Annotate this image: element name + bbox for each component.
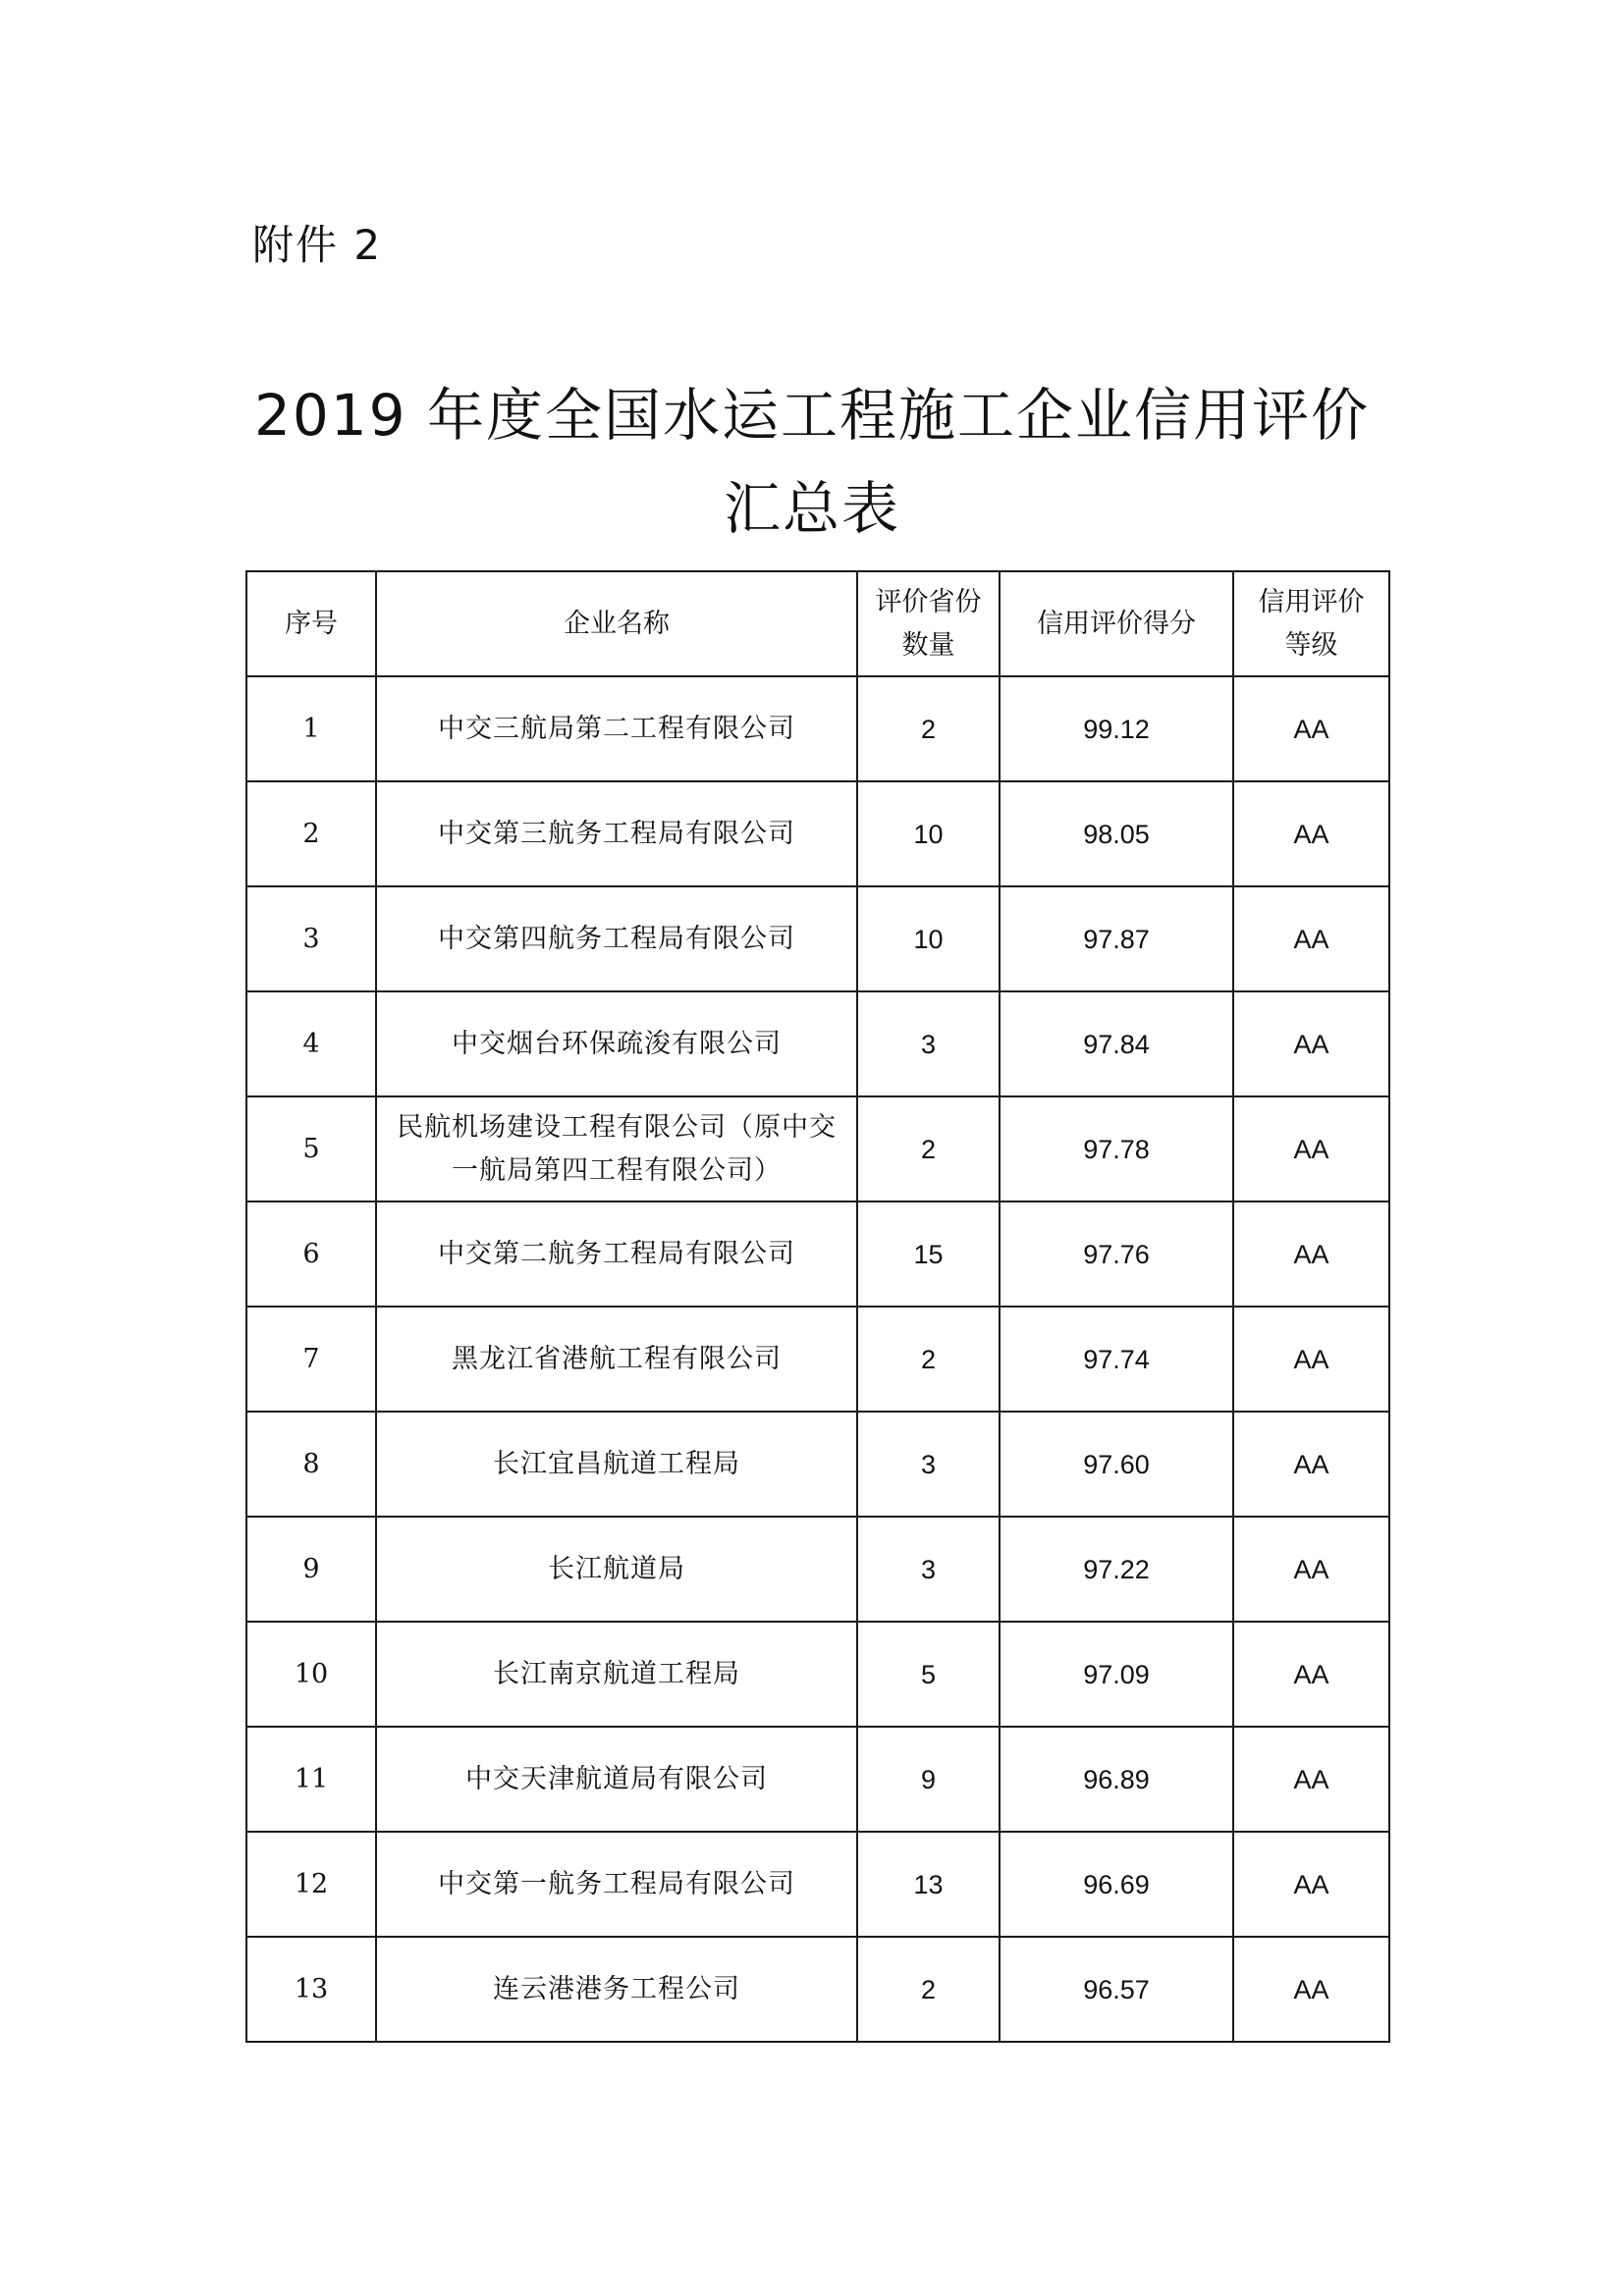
table-row (246, 1096, 1389, 1201)
row-grade: AA (1233, 1096, 1389, 1201)
row-score: 96.89 (1000, 1727, 1233, 1832)
row-provinces: 2 (857, 1096, 1000, 1201)
row-company: 中交烟台环保疏浚有限公司 (376, 991, 857, 1096)
row-score: 97.22 (1000, 1517, 1233, 1622)
row-provinces: 10 (857, 886, 1000, 991)
row-provinces: 3 (857, 991, 1000, 1096)
row-index: 13 (246, 1937, 376, 2042)
row-score: 97.60 (1000, 1412, 1233, 1517)
table-row (246, 1727, 1389, 1832)
row-index: 5 (246, 1096, 376, 1201)
row-provinces: 2 (857, 1307, 1000, 1412)
row-score: 97.78 (1000, 1096, 1233, 1201)
row-provinces: 2 (857, 1937, 1000, 2042)
table-row (246, 1307, 1389, 1412)
header-score: 信用评价得分 (1000, 571, 1233, 676)
row-provinces: 10 (857, 781, 1000, 886)
table-header-row (246, 571, 1389, 676)
row-provinces: 15 (857, 1201, 1000, 1307)
row-index: 12 (246, 1832, 376, 1937)
document-title-line-2: 汇总表 (723, 475, 900, 542)
row-index: 9 (246, 1517, 376, 1622)
row-company: 长江宜昌航道工程局 (376, 1412, 857, 1517)
row-company: 中交天津航道局有限公司 (376, 1727, 857, 1832)
row-index: 8 (246, 1412, 376, 1517)
header-company: 企业名称 (376, 571, 857, 676)
row-score: 97.09 (1000, 1622, 1233, 1727)
row-company: 中交三航局第二工程有限公司 (376, 676, 857, 781)
row-index: 1 (246, 676, 376, 781)
row-company: 中交第四航务工程局有限公司 (376, 886, 857, 991)
row-index: 11 (246, 1727, 376, 1832)
table-row (246, 1517, 1389, 1622)
table-row (246, 1622, 1389, 1727)
table-row (246, 886, 1389, 991)
row-score: 96.57 (1000, 1937, 1233, 2042)
row-company: 长江南京航道工程局 (376, 1622, 857, 1727)
row-score: 97.87 (1000, 886, 1233, 991)
attachment-label: 附件 2 (252, 221, 383, 269)
row-score: 99.12 (1000, 676, 1233, 781)
header-index: 序号 (246, 571, 376, 676)
row-grade: AA (1233, 1832, 1389, 1937)
credit-evaluation-table (245, 570, 1390, 2043)
table-row (246, 676, 1389, 781)
header-province-count: 评价省份 数量 (857, 571, 1000, 676)
row-grade: AA (1233, 886, 1389, 991)
header-grade: 信用评价 等级 (1233, 571, 1389, 676)
document-title-line-1: 2019 年度全国水运工程施工企业信用评价 (253, 382, 1371, 449)
row-score: 96.69 (1000, 1832, 1233, 1937)
row-company: 中交第一航务工程局有限公司 (376, 1832, 857, 1937)
row-index: 4 (246, 991, 376, 1096)
row-index: 3 (246, 886, 376, 991)
row-grade: AA (1233, 1517, 1389, 1622)
row-grade: AA (1233, 676, 1389, 781)
row-grade: AA (1233, 991, 1389, 1096)
row-company: 黑龙江省港航工程有限公司 (376, 1307, 857, 1412)
row-grade: AA (1233, 781, 1389, 886)
table-row (246, 781, 1389, 886)
row-provinces: 9 (857, 1727, 1000, 1832)
row-score: 98.05 (1000, 781, 1233, 886)
table-row (246, 1412, 1389, 1517)
row-index: 6 (246, 1201, 376, 1307)
row-score: 97.76 (1000, 1201, 1233, 1307)
table-row (246, 1832, 1389, 1937)
row-provinces: 3 (857, 1517, 1000, 1622)
table-row (246, 991, 1389, 1096)
row-score: 97.84 (1000, 991, 1233, 1096)
row-company: 中交第三航务工程局有限公司 (376, 781, 857, 886)
table-row (246, 1937, 1389, 2042)
row-company: 长江航道局 (376, 1517, 857, 1622)
row-grade: AA (1233, 1412, 1389, 1517)
row-index: 10 (246, 1622, 376, 1727)
row-grade: AA (1233, 1307, 1389, 1412)
row-grade: AA (1233, 1622, 1389, 1727)
row-company: 中交第二航务工程局有限公司 (376, 1201, 857, 1307)
row-company: 民航机场建设工程有限公司（原中交一航局第四工程有限公司） (376, 1096, 857, 1201)
row-index: 7 (246, 1307, 376, 1412)
row-index: 2 (246, 781, 376, 886)
row-company: 连云港港务工程公司 (376, 1937, 857, 2042)
row-provinces: 2 (857, 676, 1000, 781)
row-provinces: 5 (857, 1622, 1000, 1727)
row-grade: AA (1233, 1727, 1389, 1832)
row-grade: AA (1233, 1937, 1389, 2042)
row-grade: AA (1233, 1201, 1389, 1307)
row-score: 97.74 (1000, 1307, 1233, 1412)
row-provinces: 3 (857, 1412, 1000, 1517)
row-provinces: 13 (857, 1832, 1000, 1937)
table-row (246, 1201, 1389, 1307)
